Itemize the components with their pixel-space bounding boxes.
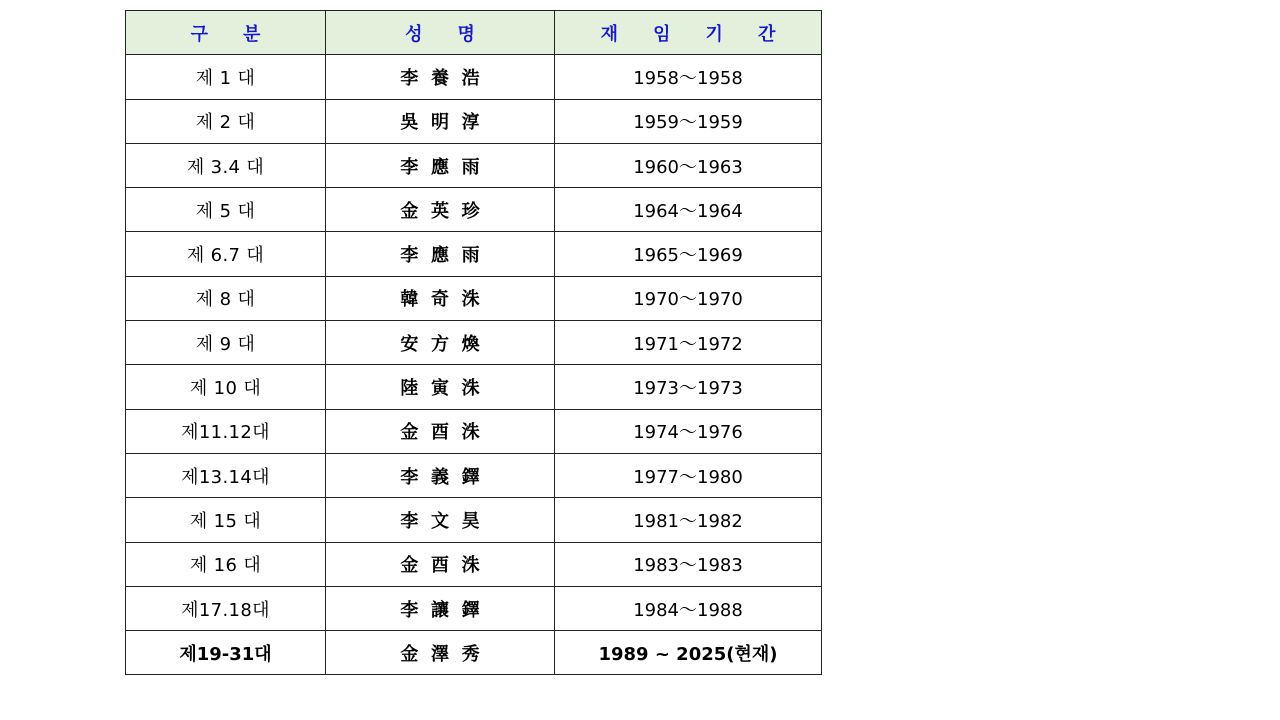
name-cell: 李讓鐸 [326,586,555,630]
term-cell: 제13.14대 [126,453,326,497]
table-row [126,321,822,365]
table-row [126,143,822,187]
term-cell: 제 15 대 [126,498,326,542]
name-cell: 安方煥 [326,321,555,365]
header-row [126,11,822,55]
period-cell: 1971～1972 [555,321,822,365]
name-cell: 韓奇洙 [326,276,555,320]
period-cell: 1958～1958 [555,55,822,99]
table-row [126,99,822,143]
term-cell: 제 2 대 [126,99,326,143]
table-row [126,276,822,320]
header-term: 구 분 [126,11,326,55]
president-roster-table [125,10,822,675]
period-cell: 1959～1959 [555,99,822,143]
name-cell: 李應雨 [326,143,555,187]
term-cell: 제17.18대 [126,586,326,630]
table-row [126,453,822,497]
period-cell: 1974～1976 [555,409,822,453]
name-cell: 金澤秀 [326,631,555,675]
period-cell: 1984～1988 [555,586,822,630]
header-name: 성 명 [326,11,555,55]
term-cell: 제 8 대 [126,276,326,320]
name-cell: 吳明淳 [326,99,555,143]
term-cell: 제 10 대 [126,365,326,409]
term-cell: 제11.12대 [126,409,326,453]
table-row [126,55,822,99]
name-cell: 金酉洙 [326,409,555,453]
table-row [126,586,822,630]
term-cell: 제 9 대 [126,321,326,365]
period-cell: 1960～1963 [555,143,822,187]
period-cell: 1977～1980 [555,453,822,497]
table-row [126,542,822,586]
name-cell: 金酉洙 [326,542,555,586]
name-cell: 李養浩 [326,55,555,99]
name-cell: 陸寅洙 [326,365,555,409]
term-cell: 제 16 대 [126,542,326,586]
period-cell: 1989 ~ 2025(현재) [555,631,822,675]
table-row [126,409,822,453]
term-cell: 제 1 대 [126,55,326,99]
period-cell: 1965～1969 [555,232,822,276]
table-row [126,232,822,276]
name-cell: 李義鐸 [326,453,555,497]
term-cell: 제 5 대 [126,188,326,232]
table-row [126,498,822,542]
term-cell: 제 6.7 대 [126,232,326,276]
name-cell: 金英珍 [326,188,555,232]
period-cell: 1964～1964 [555,188,822,232]
period-cell: 1973～1973 [555,365,822,409]
period-cell: 1970～1970 [555,276,822,320]
table-row-current [126,631,822,675]
table-row [126,365,822,409]
term-cell: 제 3.4 대 [126,143,326,187]
name-cell: 李應雨 [326,232,555,276]
period-cell: 1983～1983 [555,542,822,586]
period-cell: 1981～1982 [555,498,822,542]
name-cell: 李文昊 [326,498,555,542]
term-cell: 제19-31대 [126,631,326,675]
header-period: 재 임 기 간 [555,11,822,55]
table-row [126,188,822,232]
